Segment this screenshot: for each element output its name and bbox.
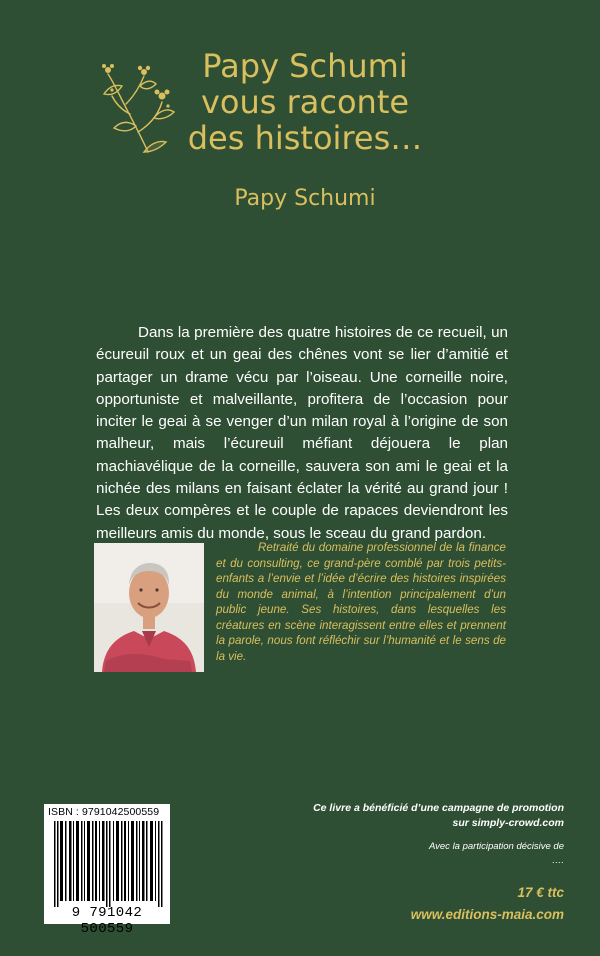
book-title-line-2: vous raconte [200,83,410,121]
isbn-barcode [44,804,170,937]
author-photo [94,543,204,672]
author-name: Papy Schumi [234,186,376,211]
barcode-digits: 9 791042 500559 [71,905,143,937]
book-title-line-1: Papy Schumi [202,47,408,85]
barcode-bars [50,821,166,907]
promo-notice [264,801,564,868]
promo-line-1b: sur simply-crowd.com [452,817,564,829]
book-title [170,48,440,156]
publisher-website: www.editions-maia.com [410,907,564,922]
promo-line-2a: Avec la participation décisive de [428,841,564,852]
price-block [411,884,564,924]
promo-line-2b: …. [551,855,564,866]
promo-line-1a: Ce livre a bénéficié d’une campagne de promotion [313,802,564,814]
bio-text: Retraité du domaine professionnel de la finance et du consulting, ce grand-père comblé par trois petits-enfants a l’envie et l’idée d’écrire des histoires inspirées du monde animal, à l’intention principalement d’un public jeune. Ses histoires, dans lesquelles les créatures en scène interagissent entre elles et prennent la parole, nous font réfléchir sur l’humanité et le sens de la vie. [216,541,506,663]
isbn-label: ISBN : 9791042500559 [48,806,160,818]
price-label: 17 € ttc [517,885,564,900]
summary-text: Dans la première des quatre histoires de ce recueil, un écureuil roux et un geai des chênes vont se lier d’amitié et partager un drame vécu par l’oiseau. Une corneille noire, opportuniste et malveillante, profitera de l’occasion pour inciter le geai à se venger d’un milan royal à l’origine de son malheur, mais l’écureuil méfiant déjouera le plan machiavélique de la corneille, sauvera son ami le geai et la nichée des milans en faisant éclater la vérité au grand jour ! Les deux compères et le couple de rapaces deviendront les meilleurs amis du monde, sous le sceau du grand pardon. [96,324,508,542]
book-title-line-3: des histoires… [187,119,423,157]
author-bio [216,540,506,664]
promo-participation-text [264,840,564,868]
promo-campaign-text [264,801,564,831]
flower-branch-illustration [100,56,180,156]
book-summary [96,322,508,545]
